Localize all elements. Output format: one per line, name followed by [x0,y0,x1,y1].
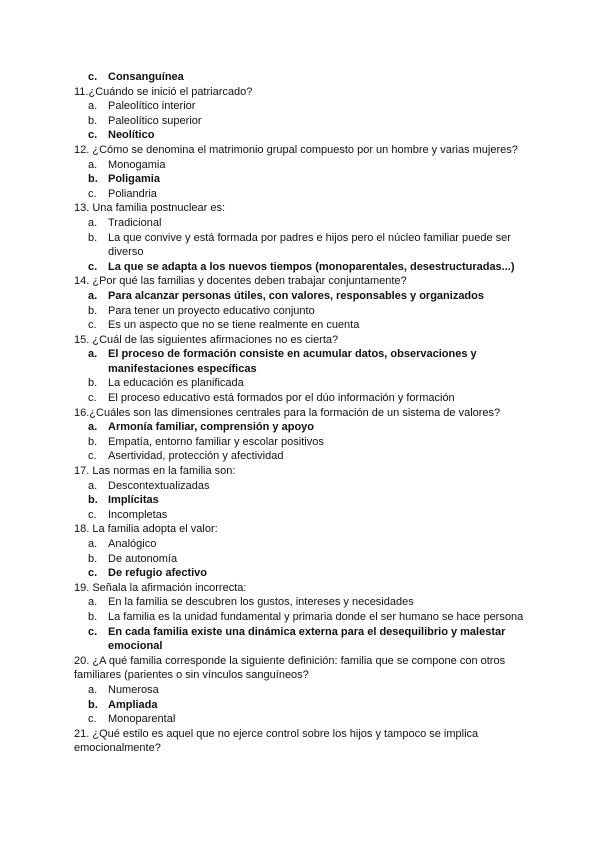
option-text: La que convive y está formada por padres e hijos pero el núcleo familiar puede ser diverso [108,231,511,259]
option-letter: a. [88,683,98,696]
option-text: Para alcanzar personas útiles, con valores, responsables y organizados [108,289,484,302]
option-text: Paleolítico superior [108,114,202,127]
option-text: Consanguínea [108,71,184,83]
option-letter: a. [88,158,98,171]
answer-option [88,449,528,464]
option-letter: a. [88,538,98,550]
answer-option [88,552,528,567]
answer-option [88,216,528,231]
question-text: 16.¿Cuáles son las dimensiones centrales para la formación de un sistema de valores? [74,406,501,419]
option-letter: b. [88,552,98,565]
answer-option [88,318,528,333]
option-text: Asertividad, protección y afectividad [108,450,284,463]
answer-option [88,99,528,114]
answer-option [88,712,528,727]
option-text: El proceso educativo está formados por el dúo información y formación [108,392,455,405]
answer-option [88,508,528,523]
answer-option [88,376,528,391]
answer-option-correct [88,172,528,187]
answer-option-correct [88,70,528,85]
question-text: 12. ¿Cómo se denomina el matrimonio grupal compuesto por un hombre y varias mujeres? [74,143,518,156]
answer-option-correct [88,128,528,143]
option-letter: b. [88,698,98,711]
answer-option-correct [88,493,528,508]
option-letter: b. [88,494,98,507]
option-letter: c. [88,260,98,273]
answer-option-correct [88,420,528,435]
answer-option [88,435,528,450]
question-text: 20. ¿A qué familia corresponde la siguiente definición: familia que se compone con otros familiares (parientes o sin vínculos sanguíneos? [74,654,506,682]
option-letter: a. [88,348,98,361]
option-letter: c. [88,450,97,463]
answer-option-correct [88,566,528,581]
option-text: La que se adapta a los nuevos tiempos (monoparentales, desestructuradas...) [108,260,515,273]
question-text: 17. Las normas en la familia son: [74,465,236,478]
option-text: Analógico [108,538,157,550]
option-text: La educación es planificada [108,377,244,390]
option-letter: a. [88,289,98,302]
option-text: La familia es la unidad fundamental y primaria donde el ser humano se hace persona [108,610,524,623]
answer-option [88,158,528,173]
answer-option-correct [88,347,528,376]
answer-option [88,231,528,260]
option-text: En la familia se descubren los gustos, intereses y necesidades [108,596,414,609]
option-text: Neolítico [108,129,155,142]
answer-option [88,391,528,406]
option-text: Ampliada [108,698,158,711]
answer-option [88,114,528,129]
option-text: Armonía familiar, comprensión y apoyo [108,421,314,434]
answer-option-correct [88,625,528,654]
option-letter: b. [88,435,98,448]
option-text: Descontextualizadas [108,479,210,492]
answer-option [88,610,528,625]
option-letter: a. [88,100,98,113]
answer-option [88,304,528,319]
question-text: 14. ¿Por qué las familias y docentes deben trabajar conjuntamente? [74,275,407,288]
question-text: 13. Una familia postnuclear es: [74,202,226,215]
option-text: De refugio afectivo [108,567,208,580]
option-text: De autonomía [108,552,178,565]
option-letter: c. [88,567,98,580]
option-letter: b. [88,231,98,244]
quiz-document [0,70,600,756]
answer-option-correct [88,260,528,275]
option-letter: b. [88,304,98,317]
option-text: Incompletas [108,508,168,521]
option-text: Implícitas [108,494,159,507]
question-text: 11.¿Cuándo se inició el patriarcado? [74,85,253,98]
option-text: Paleolítico interior [108,100,196,113]
option-letter: c. [88,392,97,405]
option-letter: c. [88,187,97,200]
option-letter: a. [88,421,98,434]
option-text: Monogamia [108,158,166,171]
option-letter: b. [88,114,98,127]
question-text: 18. La familia adopta el valor: [74,523,218,536]
option-text: Es un aspecto que no se tiene realmente en cuenta [108,319,360,332]
question-text: 19. Señala la afirmación incorrecta: [74,581,247,594]
option-text: Tradicional [108,216,162,229]
option-text: En cada familia existe una dinámica externa para el desequilibrio y malestar emocional [108,625,506,653]
option-letter: c. [88,625,98,638]
answer-option-correct [88,289,528,304]
option-text: El proceso de formación consiste en acumular datos, observaciones y manifestaciones específicas [108,348,477,375]
answer-option [88,479,528,494]
option-letter: b. [88,377,98,390]
option-text: Poliandria [108,187,157,200]
option-letter: c. [88,71,98,83]
answer-option [88,595,528,610]
option-letter: b. [88,173,98,186]
option-letter: a. [88,596,98,609]
option-text: Numerosa [108,683,159,696]
option-letter: c. [88,129,98,142]
question-text: 21. ¿Qué estilo es aquel que no ejerce control sobre los hijos y tampoco se implica emocionalmente? [74,727,479,755]
option-letter: c. [88,713,97,726]
option-text: Para tener un proyecto educativo conjunto [108,304,315,317]
answer-option [88,187,528,202]
option-letter: c. [88,319,97,332]
answer-option-correct [88,698,528,713]
option-text: Empatía, entorno familiar y escolar positivos [108,435,324,448]
question-text: 15. ¿Cuál de las siguientes afirmaciones no es cierta? [74,333,339,346]
option-letter: a. [88,479,98,492]
option-letter: b. [88,610,98,623]
option-letter: a. [88,216,98,229]
option-text: Monoparental [108,713,176,726]
option-letter: c. [88,508,97,521]
answer-option [88,683,528,698]
answer-option [88,537,528,552]
option-text: Poligamia [108,173,160,186]
